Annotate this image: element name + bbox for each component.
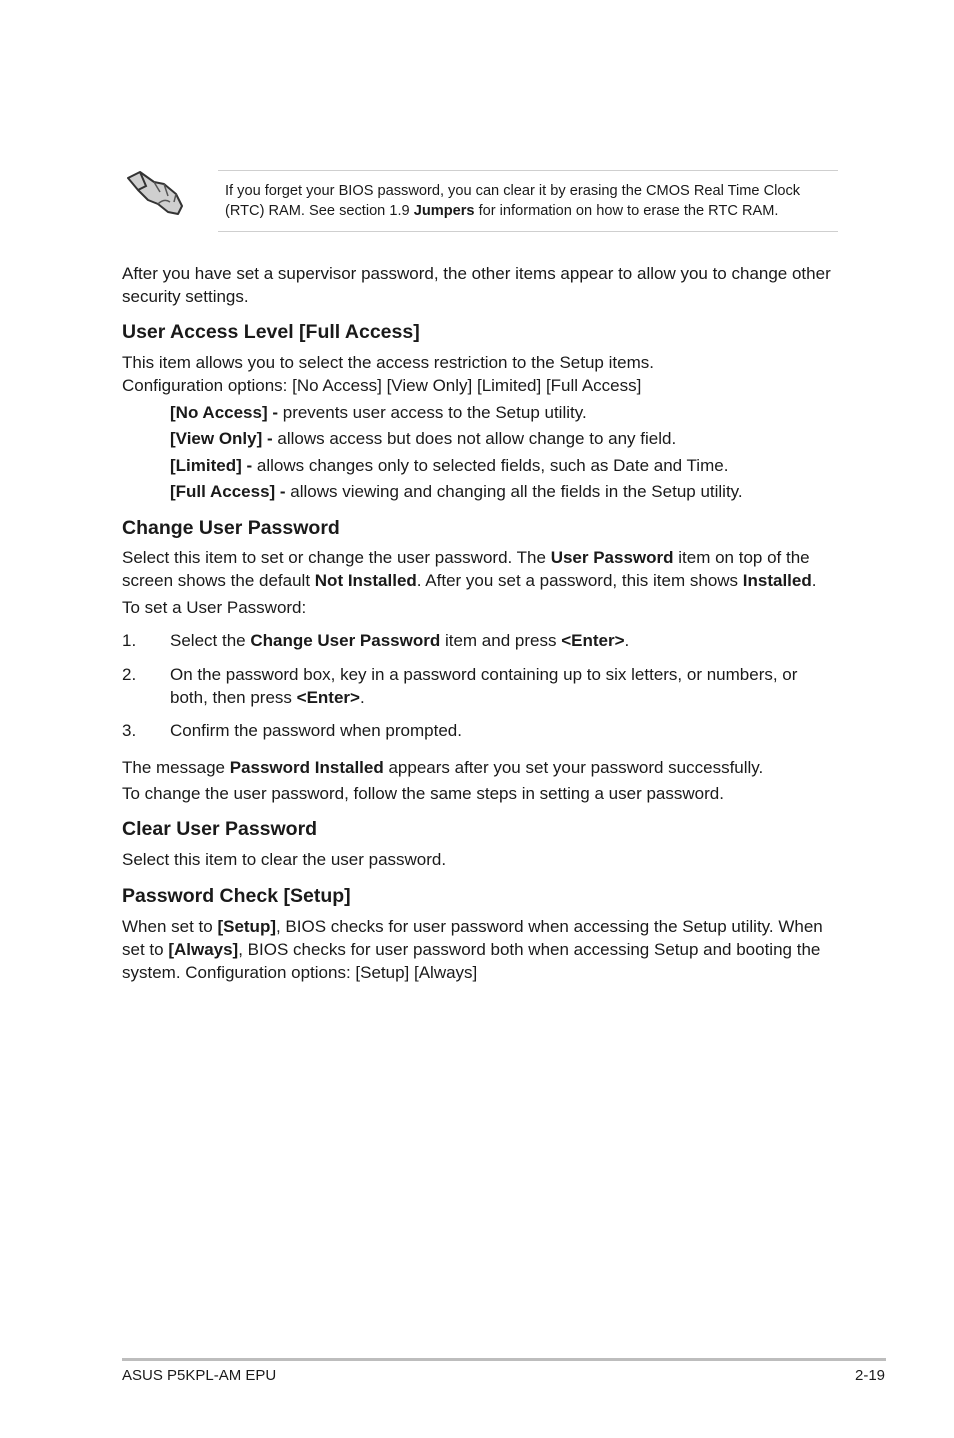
step-1-text: Select the Change User Password item and press <Enter>. (170, 631, 630, 650)
step-1-number: 1. (122, 631, 137, 650)
footer-divider (122, 1358, 886, 1361)
change-pw-paragraph: Select this item to set or change the user password. The User Password item on top of the screen shows the default Not Installed. After you set a password, this item shows Installed. (122, 548, 817, 590)
footer-product-name: ASUS P5KPL-AM EPU (122, 1367, 277, 1384)
intro-paragraph: After you have set a supervisor password, the other items appear to allow you to change other security settings. (122, 264, 831, 306)
pw-installed-message: The message Password Installed appears after you set your password successfully. (122, 758, 764, 777)
pw-check-heading: Password Check [Setup] (122, 885, 351, 907)
user-access-heading: User Access Level [Full Access] (122, 321, 420, 343)
change-pw-heading: Change User Password (122, 517, 340, 539)
option-no-access: [No Access] - prevents user access to the Setup utility. (170, 403, 587, 422)
note-hand-icon (124, 168, 188, 220)
step-3-text: Confirm the password when prompted. (170, 721, 462, 740)
clear-pw-heading: Clear User Password (122, 818, 318, 840)
user-access-line2: Configuration options: [No Access] [View Only] [Limited] [Full Access] (122, 376, 642, 395)
step-3-number: 3. (122, 721, 137, 740)
note-text: If you forget your BIOS password, you can clear it by erasing the CMOS Real Time Clock (RTC) RAM. See section 1.9 Jumpers for information on how to erase the RTC RAM. (225, 183, 801, 219)
set-pw-intro: To set a User Password: (122, 598, 307, 617)
option-limited: [Limited] - allows changes only to selected fields, such as Date and Time. (170, 456, 729, 475)
step-2-number: 2. (122, 665, 137, 684)
change-pw-instructions: To change the user password, follow the same steps in setting a user password. (122, 784, 724, 803)
step-2-text: On the password box, key in a password containing up to six letters, or numbers, or both, then press <Enter>. (170, 665, 798, 707)
option-view-only: [View Only] - allows access but does not allow change to any field. (170, 429, 677, 448)
clear-pw-text: Select this item to clear the user password. (122, 850, 447, 869)
pw-check-paragraph: When set to [Setup], BIOS checks for user password when accessing the Setup utility. When set to [Always], BIOS checks for user password both when accessing Setup and booting the system. Configuration options: [Setup] [Always] (122, 917, 823, 982)
user-access-line1: This item allows you to select the access restriction to the Setup items. (122, 353, 654, 372)
option-full-access: [Full Access] - allows viewing and changing all the fields in the Setup utility. (170, 482, 743, 501)
footer-page-number: 2-19 (855, 1367, 886, 1384)
